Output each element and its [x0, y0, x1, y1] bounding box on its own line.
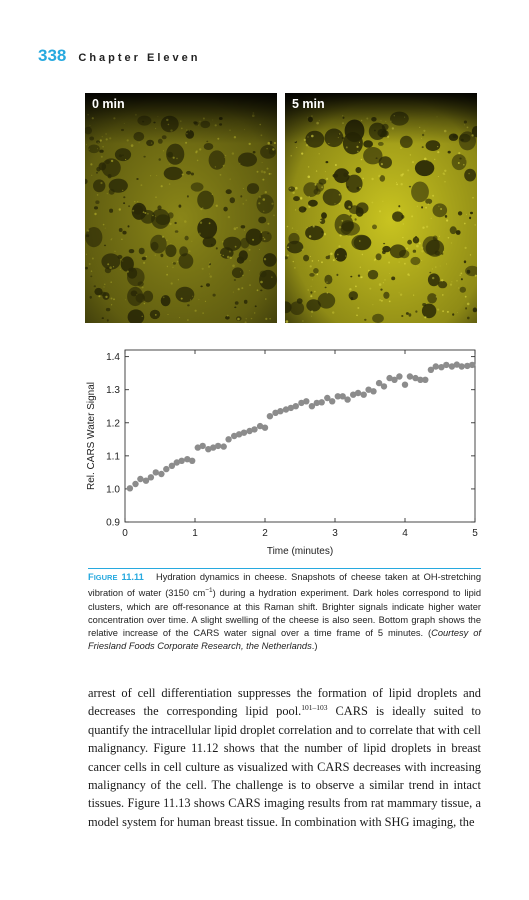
x-tick-label: 1 [192, 528, 198, 539]
caption-rule [88, 568, 481, 569]
caption-text-2: ) during a hydration experiment. Dark holes correspond to lipid clusters, which are off-resonance at this Raman shift. Brighter signals indicate higher water concentration over time. A slight swelling of the cheese is also seen. Bottom graph shows the relative increase of the CARS water signal over a time frame of 5 minutes. ( [88, 588, 481, 638]
y-tick-label: 1.3 [106, 385, 120, 397]
data-point [303, 398, 309, 404]
y-tick-label: 0.9 [106, 517, 120, 529]
x-tick-label: 2 [262, 528, 268, 539]
data-point [221, 443, 227, 449]
citation: 101–103 [301, 703, 328, 713]
data-point [179, 458, 185, 464]
data-point [433, 363, 439, 369]
x-tick-label: 0 [122, 528, 128, 539]
panel-label-5min: 5 min [292, 97, 325, 111]
y-tick-label: 1.0 [106, 484, 120, 496]
data-point [293, 403, 299, 409]
data-point [402, 382, 408, 388]
y-tick-label: 1.2 [106, 418, 120, 430]
data-point [262, 425, 268, 431]
data-point [200, 443, 206, 449]
data-point [163, 466, 169, 472]
data-point [443, 362, 449, 368]
data-point [277, 408, 283, 414]
micrograph-panel-0min [85, 93, 277, 323]
data-point [148, 474, 154, 480]
chapter-title: Chapter Eleven [78, 52, 201, 64]
data-point [396, 373, 402, 379]
data-point [215, 443, 221, 449]
plot-frame [125, 350, 475, 522]
x-tick-label: 5 [472, 528, 478, 539]
figure-label: FIGURE 11.11 [88, 572, 144, 582]
data-point [459, 363, 465, 369]
running-header [38, 46, 200, 68]
data-point [158, 471, 164, 477]
micrograph-image-5min [285, 93, 477, 323]
data-point [361, 392, 367, 398]
caption-text-1: Hydration dynamics in cheese. Snapshots of cheese taken at OH-stretching vibration of water (3150 cm [88, 572, 482, 599]
scatter-chart [80, 338, 480, 560]
data-point [189, 458, 195, 464]
y-tick-label: 1.4 [106, 352, 120, 364]
data-point [132, 481, 138, 487]
data-point [355, 390, 361, 396]
data-point [329, 398, 335, 404]
micrograph-edge-shade [85, 93, 277, 323]
data-point [127, 485, 133, 491]
x-tick-label: 3 [332, 528, 338, 539]
caption-credit: Courtesy of Friesland Foods Corporate Research, the Netherlands [88, 627, 481, 652]
x-tick-label: 4 [402, 528, 408, 539]
data-point [469, 362, 475, 368]
data-point [370, 388, 376, 394]
data-point [422, 377, 428, 383]
y-axis-label: Rel. CARS Water Signal [86, 382, 97, 490]
y-tick-label: 1.1 [106, 451, 120, 463]
micrograph-edge-shade [285, 93, 477, 323]
micrograph-panel-5min [285, 93, 477, 323]
data-point [407, 373, 413, 379]
caption-superscript: −1 [205, 587, 213, 595]
data-point [225, 436, 231, 442]
panel-label-0min: 0 min [92, 97, 125, 111]
x-axis-label: Time (minutes) [266, 546, 334, 557]
data-point [267, 413, 273, 419]
body-paragraph: arrest of cell differentiation suppresses the formation of lipid droplets and decreases the corresponding lipid pool.$^{101-103}$ CARS is ideally suited to quantify the intracellular lipid droplet correlation and to correlate that with cell malignancy. Figure 11.12 shows that the number of lipid droplets in breast cancer cells in cell culture as visualized with CARS decreases with increasing malignancy of the cell. The challenge is to observe a similar trend in intact tissues. Figure 11.13 shows CARS imaging results from rat mammary tissue, a model system for human breast tissue. In combination with SHG imaging, the [88, 686, 482, 829]
data-point [344, 396, 350, 402]
data-point [251, 426, 257, 432]
data-point [153, 469, 159, 475]
data-point [381, 383, 387, 389]
micrograph-image-0min [85, 93, 277, 323]
page-number: 338 [38, 46, 67, 65]
figure-caption: FIGURE 11.11 Hydration dynamics in cheese. Snapshots of cheese taken at OH-stretching vibration of water (3150 $cm^{-1}$) during a hydration experiment. Dark holes correspond to lipid clusters, which are off-resonance at this Raman shift. Brighter signals indicate higher water concentration over time. A slight swelling of the cheese is also seen. Bottom graph shows the relative increase of the CARS water signal over a time frame of 5 minutes. (Courtesy of Friesland Foods Corporate Research, the Netherlands.) [88, 572, 482, 652]
data-point [241, 430, 247, 436]
data-point [137, 476, 143, 482]
data-point [319, 399, 325, 405]
